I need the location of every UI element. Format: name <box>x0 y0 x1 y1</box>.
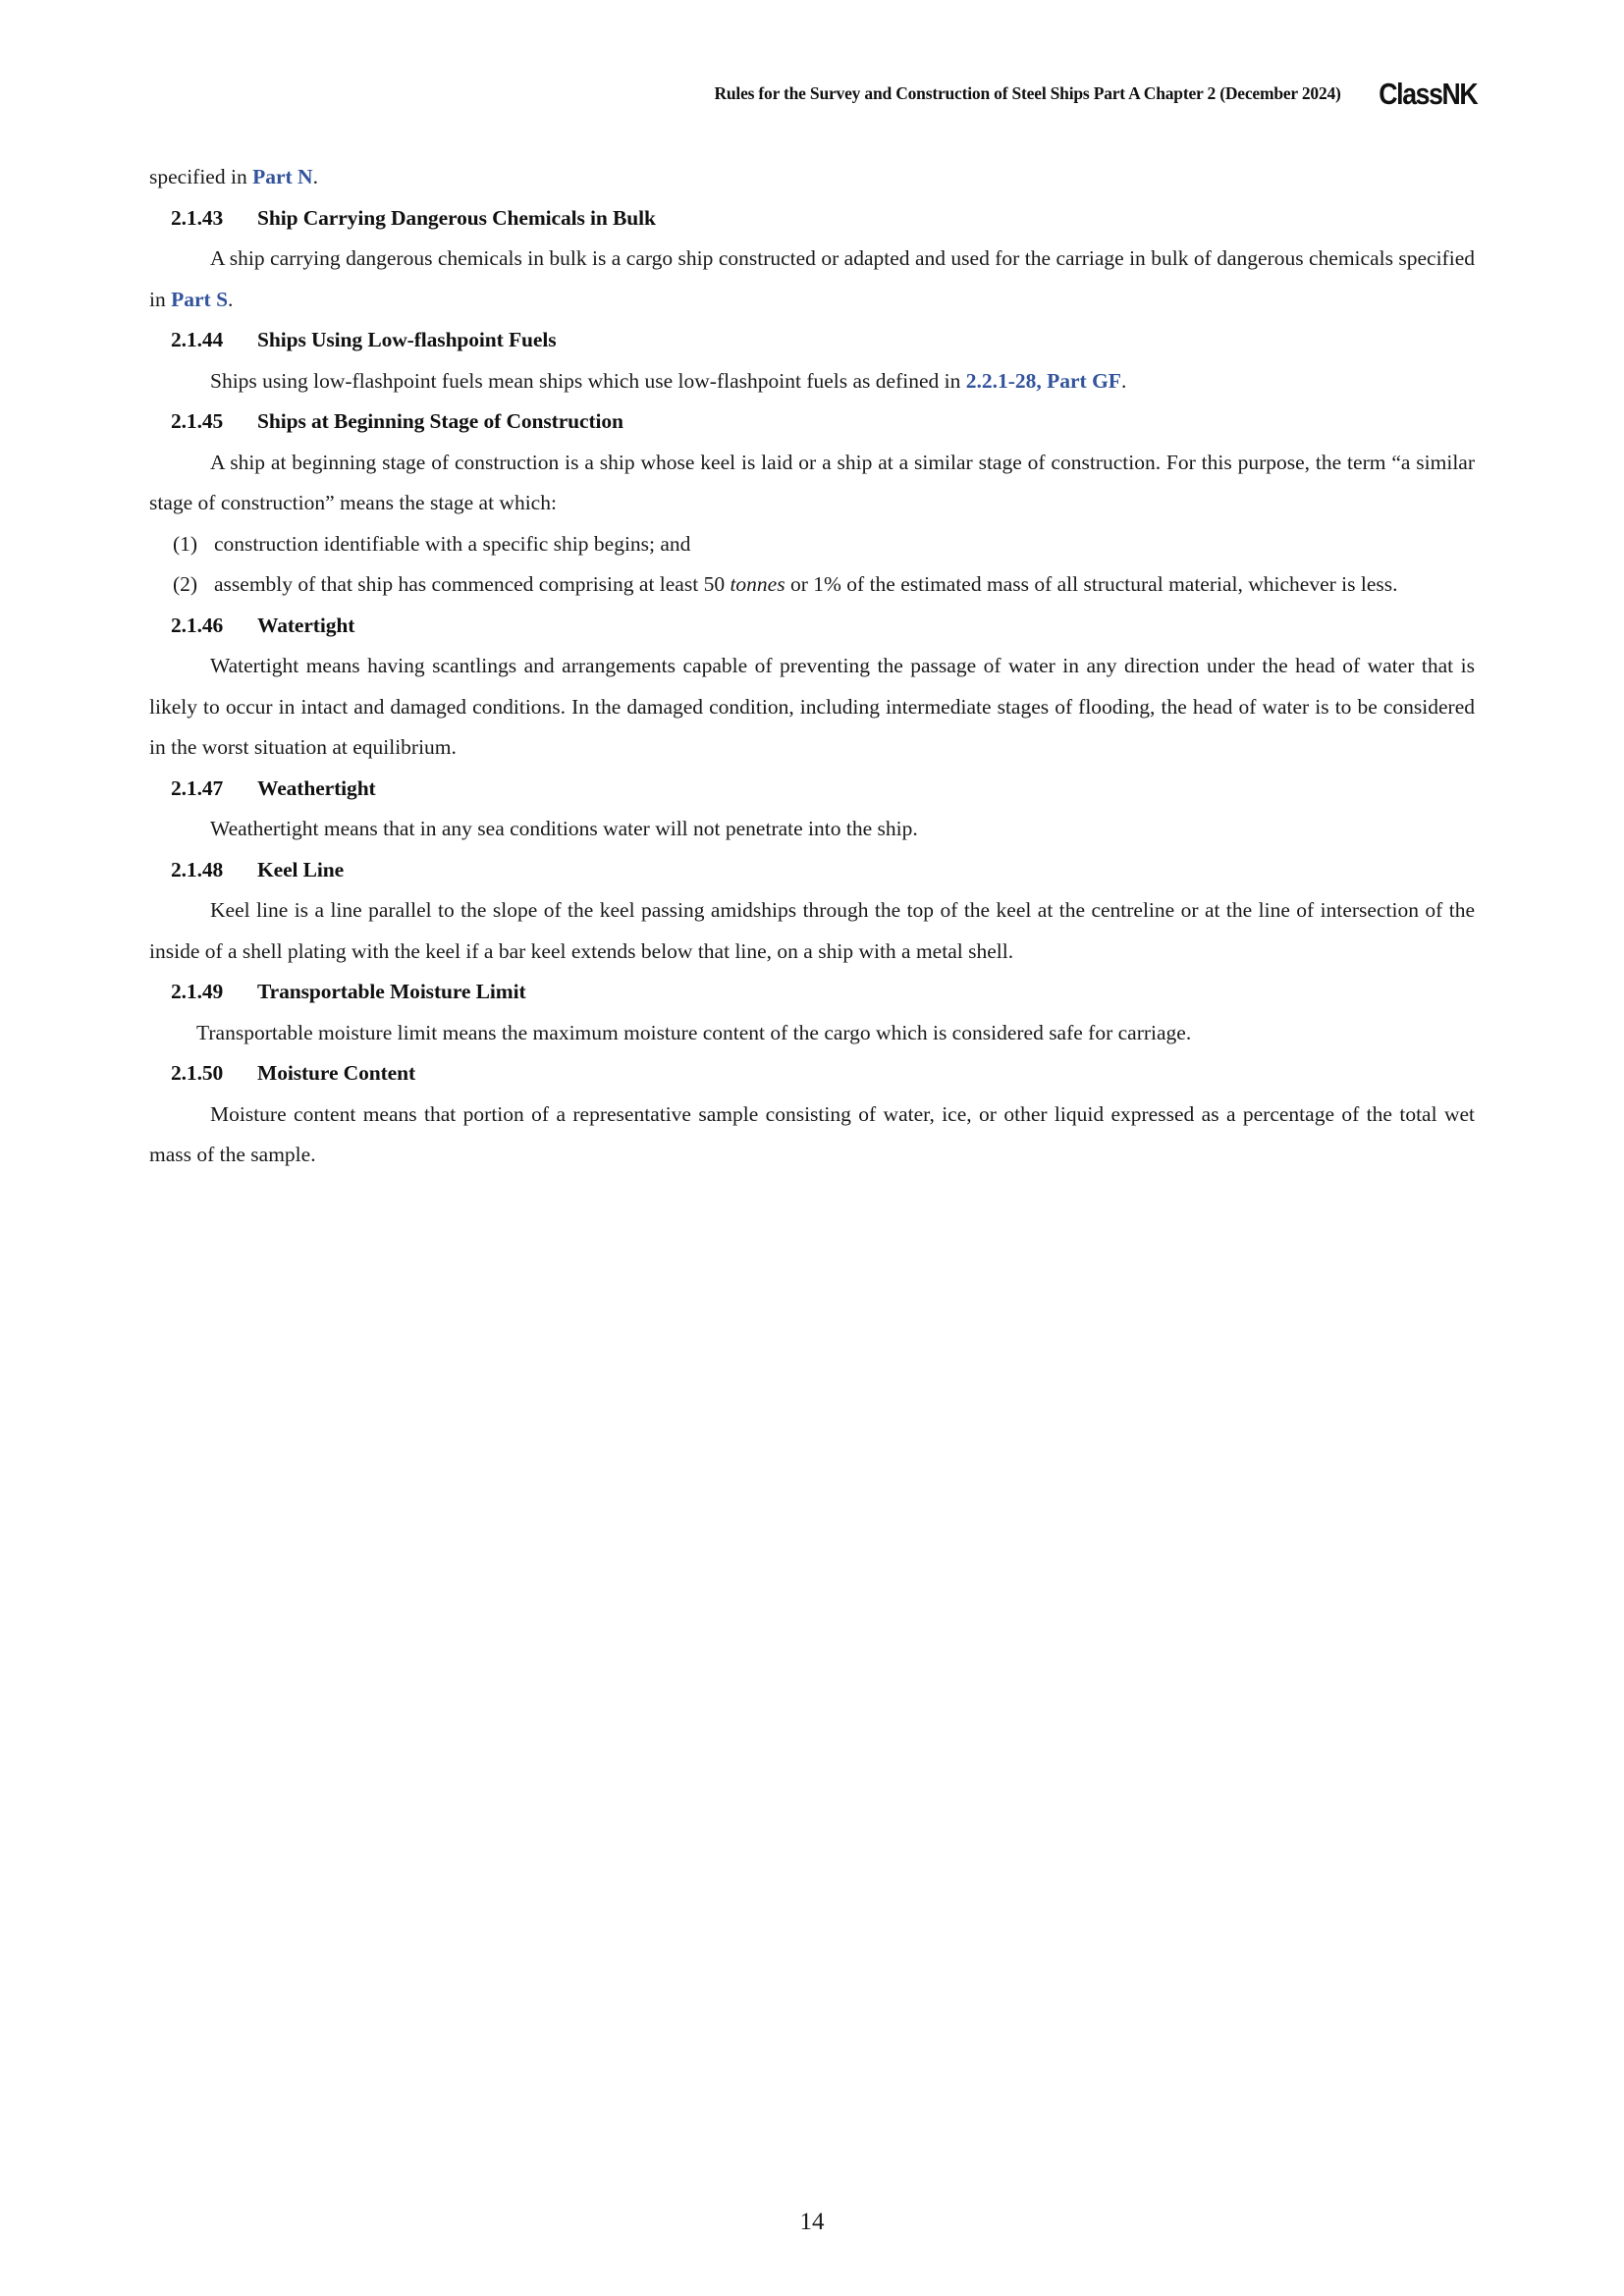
intro-suffix: . <box>312 165 318 188</box>
section-title: Transportable Moisture Limit <box>257 980 526 1003</box>
section-heading-2-1-49 <box>149 972 1475 1013</box>
section-heading-2-1-50 <box>149 1053 1475 1095</box>
section-number: 2.1.49 <box>171 980 224 1003</box>
section-heading-2-1-47 <box>149 769 1475 810</box>
section-number: 2.1.50 <box>171 1061 224 1085</box>
section-heading-2-1-45 <box>149 401 1475 443</box>
section-title: Ships Using Low-flashpoint Fuels <box>257 328 557 351</box>
link-2-2-1-28-part-gf[interactable]: 2.2.1-28, Part GF <box>965 368 1121 393</box>
link-part-s[interactable]: Part S <box>171 287 229 311</box>
section-body-2-1-46: Watertight means having scantlings and arrangements capable of preventing the passage of water in any direction under the head of water that is likely to occur in intact and damaged conditions. In the damaged condition, including intermediate stages of flooding, the head of water is to be considered in the worst situation at equilibrium. <box>149 654 1475 759</box>
section-heading-2-1-43 <box>149 198 1475 240</box>
section-title: Watertight <box>257 613 355 637</box>
section-number: 2.1.45 <box>171 409 224 433</box>
list-item-2 <box>149 564 1475 606</box>
list-text-after-italic: or 1% of the estimated mass of all structural material, whichever is less. <box>785 572 1398 596</box>
list-item-1 <box>149 524 1475 565</box>
section-number: 2.1.44 <box>171 328 224 351</box>
body-suffix: . <box>228 287 234 311</box>
section-body-2-1-43 <box>149 239 1475 320</box>
section-body-2-1-48: Keel line is a line parallel to the slope of the keel passing amidships through the top of the keel at the centreline or at the line of intersection of the inside of a shell plating with the keel if a bar keel extends below that line, on a ship with a metal shell. <box>149 898 1475 963</box>
page-header <box>147 77 1477 110</box>
document-body <box>149 157 1475 1176</box>
section-heading-2-1-46 <box>149 606 1475 647</box>
section-heading-2-1-48 <box>149 850 1475 891</box>
body-suffix: . <box>1120 368 1127 393</box>
header-title: Rules for the Survey and Construction of Steel Ships Part A Chapter 2 (December 2024) <box>714 82 1341 103</box>
page-footer <box>0 2178 1624 2296</box>
italic-term-tonnes: tonnes <box>730 572 785 596</box>
section-title: Ships at Beginning Stage of Construction <box>257 409 623 433</box>
classnk-logo: ClassNK <box>1378 76 1477 111</box>
list-marker: (2) <box>173 572 198 596</box>
section-number: 2.1.48 <box>171 857 224 881</box>
section-body-2-1-45: A ship at beginning stage of construction is a ship whose keel is laid or a ship at a similar stage of construction. For this purpose, the term “a similar stage of construction” means the stage at which: <box>149 450 1475 514</box>
section-title: Ship Carrying Dangerous Chemicals in Bulk <box>257 205 656 230</box>
list-marker: (1) <box>173 531 198 556</box>
list-text-before-italic: assembly of that ship has commenced comprising at least 50 <box>214 572 731 596</box>
list-text: construction identifiable with a specific ship begins; and <box>214 531 691 556</box>
section-body-2-1-49: Transportable moisture limit means the maximum moisture content of the cargo which is considered safe for carriage. <box>196 1020 1192 1044</box>
list-text <box>214 564 1475 606</box>
section-body-2-1-44 <box>149 361 1475 402</box>
section-number: 2.1.47 <box>171 775 224 800</box>
link-part-n[interactable]: Part N <box>252 165 313 188</box>
section-title: Weathertight <box>257 775 376 800</box>
body-prefix: Ships using low-flashpoint fuels mean ships which use low-flashpoint fuels as defined in <box>210 368 966 393</box>
page-number: 14 <box>799 2209 825 2235</box>
section-number: 2.1.46 <box>171 613 224 637</box>
body-prefix: A ship carrying dangerous chemicals in bulk is a cargo ship constructed or adapted and used for the carriage in bulk of dangerous chemicals specified in <box>149 246 1475 311</box>
intro-prefix: specified in <box>149 165 253 188</box>
section-title: Keel Line <box>257 857 345 881</box>
section-body-2-1-50: Moisture content means that portion of a representative sample consisting of water, ice, or other liquid expressed as a percentage of the total wet mass of the sample. <box>149 1101 1475 1166</box>
section-number: 2.1.43 <box>171 205 224 230</box>
section-heading-2-1-44 <box>149 320 1475 361</box>
section-title: Moisture Content <box>257 1061 416 1085</box>
section-body-2-1-47: Weathertight means that in any sea conditions water will not penetrate into the ship. <box>210 817 918 840</box>
intro-continuation-line <box>149 157 1475 198</box>
